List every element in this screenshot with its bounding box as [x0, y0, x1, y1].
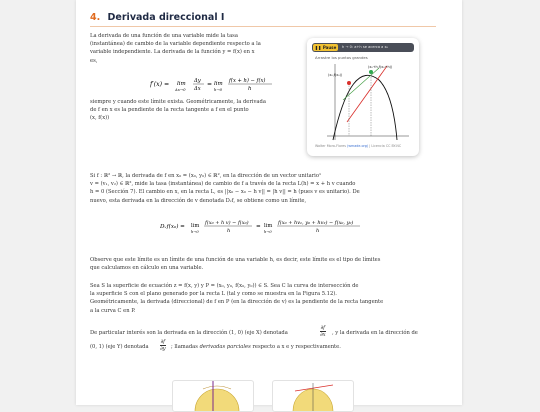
pause-label: Pause — [322, 45, 337, 50]
after1-line-2: de f en x es la pendiente de la recta tangente a f en el punto — [90, 107, 249, 114]
partials-paragraph — [90, 326, 445, 354]
limit-note-paragraph — [90, 256, 445, 272]
applet-credit — [315, 144, 401, 148]
intro-line-4: es, — [90, 57, 98, 64]
intro-line-2: (instantánea) de cambio de la variable dependiente respecto a la — [90, 41, 261, 48]
para5-text-2d: respecto a x e y respectivamente. — [252, 344, 341, 350]
credit-link[interactable]: (wmade.org) — [347, 144, 369, 148]
figure-surface-left — [172, 380, 254, 412]
eq1-num2: f(x + h) − f(x) — [229, 78, 266, 84]
para3-line-1: Observe que este límite es un límite de una función de una variable h, es decir, este límite es el tipo de límites — [90, 257, 381, 263]
eq1-eq: = — [207, 81, 213, 88]
eq1-num1: Δy — [194, 78, 201, 84]
para3-line-2: que calculamos en cálculo en una variable. — [90, 265, 204, 272]
eq2-sub: h→0 — [191, 230, 199, 234]
para5-row-2 — [90, 340, 445, 354]
eq2-lhs: Dᵥf(x₀) = — [160, 224, 185, 230]
eq1-lhs: f′(x) = — [150, 81, 170, 88]
eq1-den1: Δx — [194, 86, 201, 92]
point-x0 — [347, 81, 351, 85]
directional-paragraph — [90, 172, 445, 205]
para5-text-2b: ; llamadas — [171, 344, 198, 350]
secant-line — [347, 66, 387, 122]
partial-derivatives-term: derivadas parciales — [199, 344, 251, 350]
frac1-num: ∂f — [320, 325, 326, 331]
intro-line-1: La derivada de una función de una variable mide la tasa — [90, 33, 238, 39]
para4-line-4: a la curva C en P. — [90, 307, 136, 314]
eq2-den2: h — [316, 228, 320, 234]
eq2-lim: lim — [191, 223, 200, 229]
credit-author: Walter Mora-Flores — [315, 144, 346, 148]
para2-line-2: v = (v₁, v₂) ∈ ℝ², mide la tasa (instantánea) de cambio de f a través de la recta L(h) = x + h v cuando — [90, 181, 356, 188]
intro-line-3: variable independiente. La derivada de la función y = f(x) en x — [90, 49, 255, 56]
para5-text-1b: , y la derivada en la dirección de — [332, 330, 418, 336]
credit-license: | Licencia CC BY-NC — [369, 144, 402, 148]
para4-line-1: Sea S la superficie de ecuación z = f(x, y) y P = (x₀, y₀, f(x₀, y₀)) ∈ S. Sea C la curva de intersección de — [90, 283, 359, 289]
eq2-num1: f(x₀ + h v) − f(x₀) — [205, 220, 249, 226]
para5-text-2-rest — [171, 343, 341, 351]
title-underline — [90, 26, 436, 27]
geometric-paragraph — [90, 98, 300, 123]
section-title-text: Derivada direccional I — [107, 12, 225, 23]
intro-paragraph — [90, 32, 300, 65]
eq1-lim1: lim — [177, 81, 186, 87]
point-x0h — [369, 70, 373, 74]
eq2-num2: f(x₀ + hv₁, y₀ + hv₂) − f(x₀, y₀) — [278, 220, 354, 226]
pause-icon: ❚❚ — [314, 45, 323, 50]
partial-y-fraction — [160, 339, 166, 352]
para4-line-2: la superficie S con el plano generado por la recta L (tal y como se muestra en la Figura 5.12). — [90, 291, 337, 298]
para2-line-4: nuevo, esta derivada en la dirección de v denotada Dᵥf, se obtiene como un límite, — [90, 197, 307, 204]
interactive-applet[interactable] — [307, 38, 419, 156]
para5-row-1 — [90, 326, 445, 340]
eq2-lim2: lim — [264, 223, 273, 229]
surface-paragraph — [90, 282, 445, 315]
after1-line-3: (x, f(x)) — [90, 115, 110, 122]
para2-line-3: h = 0 (Sección 7). El cambio en x, en la recta L, es ||x₀ − x₀ − h v|| = |h v|| = h (pues v es unitario). De — [90, 189, 360, 196]
eq1-den2: h — [248, 86, 252, 92]
derivative-equation — [150, 72, 290, 96]
eq2-den1: h — [227, 228, 231, 234]
applet-plot[interactable] — [313, 60, 413, 144]
para2-line-1: Si f : ℝ² → ℝ, la derivada de f en x₀ = (x₀, y₀) ∈ ℝ², en la dirección de un vector unitario¹ — [90, 173, 322, 179]
applet-instruction: Arrastre los puntos grandes — [315, 55, 368, 60]
point-x0-label: (x₀,f(x₀)) — [328, 73, 343, 77]
section-number: 4. — [90, 12, 101, 23]
frac2-den: ∂y — [160, 346, 166, 352]
surface-right-graphic — [273, 381, 353, 411]
eq1-sub2: h→0 — [214, 87, 223, 92]
applet-toolbar — [312, 43, 414, 52]
surface-left-graphic — [173, 381, 253, 411]
pause-button[interactable] — [313, 44, 338, 51]
partial-x-fraction — [320, 325, 326, 338]
applet-status: h → 0: a+h se acerca a x₀ — [342, 45, 389, 49]
para5-text-2a: (0, 1) (eje Y) denotada — [90, 344, 149, 350]
frac2-num: ∂f — [160, 339, 166, 345]
directional-equation — [160, 214, 400, 238]
para5-text-1a: De particular interés son la derivada en la dirección (1, 0) (eje X) denotada — [90, 330, 288, 336]
eq2-eq: = — [256, 224, 261, 230]
frac1-den: ∂x — [320, 332, 326, 338]
figure-surface-right — [272, 380, 354, 412]
point-x0h-label: (x₀+h,f(x₀+h)) — [368, 65, 393, 69]
function-curve — [333, 75, 397, 140]
after1-line-1: siempre y cuando este límite exista. Geométricamente, la derivada — [90, 99, 266, 105]
para4-line-3: Geométricamente, la derivada (direccional) de f en P (en la dirección de v) es la pendiente de la recta tangente — [90, 299, 384, 306]
eq1-lim2: lim — [214, 81, 223, 87]
eq1-sub1: Δx→0 — [175, 87, 186, 92]
eq2-sub2: h→0 — [264, 230, 272, 234]
section-title — [90, 12, 224, 23]
